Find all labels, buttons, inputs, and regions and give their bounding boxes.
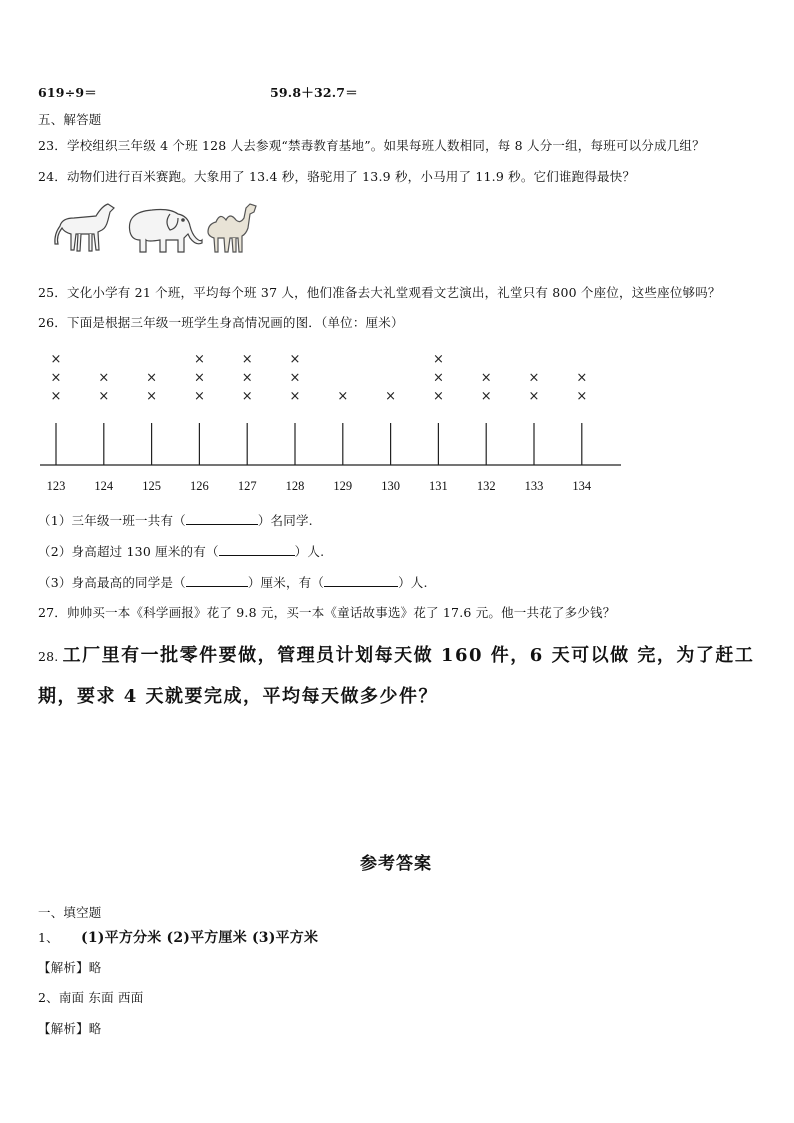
tick-label-125: 125 [142, 479, 161, 493]
tick-label-129: 129 [333, 479, 353, 493]
tick-label-132: 132 [476, 479, 496, 493]
data-mark-133-2: × [528, 370, 540, 386]
plot-marks [51, 352, 588, 404]
data-mark-127-1: × [241, 389, 253, 404]
question-26: 26．下面是根据三年级一班学生身高情况画的图．（单位：厘米） [38, 315, 404, 330]
data-mark-123-3: × [50, 352, 62, 367]
question-27: 27．帅帅买一本《科学画报》花了 9.8 元，买一本《童话故事选》花了 17.6 元。他一共花了多少钱？ [38, 605, 616, 620]
plot-ticks [56, 423, 582, 465]
tick-label-124: 124 [94, 479, 114, 493]
animals-illustration [52, 198, 262, 260]
data-mark-131-1: × [432, 389, 444, 404]
question-24: 24．动物们进行百米赛跑。大象用了 13.4 秒，骆驼用了 13.9 秒，小马用了 11.9 秒。它们谁跑得最快？ [38, 169, 636, 184]
data-mark-123-1: × [50, 389, 62, 404]
section-heading: 五、解答题 [38, 112, 102, 127]
q26-3-post: ）人. [398, 575, 428, 590]
data-mark-128-3: × [289, 352, 301, 367]
data-mark-131-2: × [432, 370, 444, 386]
answer-1-analysis: 【解析】略 [38, 960, 102, 975]
tick-label-123: 123 [46, 479, 66, 493]
plot-labels [47, 479, 592, 493]
question-26-part-3 [38, 573, 428, 591]
tick-label-131: 131 [429, 479, 448, 493]
answer-2: 2、南面 东面 西面 [38, 990, 144, 1005]
data-mark-132-2: × [480, 370, 492, 386]
q26-3-pre: （3）身高最高的同学是（ [38, 575, 186, 590]
answer-2-analysis: 【解析】略 [38, 1021, 102, 1036]
tick-label-130: 130 [381, 479, 400, 493]
camel-icon [208, 204, 256, 252]
data-mark-125-2: × [146, 370, 158, 386]
calc-a: 619÷9＝ [38, 85, 97, 100]
answer-1-number: 1、 [38, 930, 59, 945]
q26-3-mid: ）厘米，有（ [247, 575, 325, 590]
question-25: 25．文化小学有 21 个班，平均每个班 37 人，他们准备去大礼堂观看文艺演出，礼堂只有 800 个座位，这些座位够吗？ [38, 285, 721, 300]
data-mark-129-1: × [337, 389, 349, 404]
question-23: 23．学校组织三年级 4 个班 128 人去参观“禁毒教育基地”。如果每班人数相同，每 8 人分一组，每班可以分成几组？ [38, 138, 705, 153]
data-mark-127-2: × [241, 370, 253, 386]
data-mark-123-2: × [50, 370, 62, 386]
data-mark-125-1: × [146, 389, 158, 404]
answer-1-text: (1)平方分米 (2)平方厘米 (3)平方米 [81, 930, 319, 946]
tick-label-128: 128 [285, 479, 305, 493]
answers-section-heading: 一、填空题 [38, 905, 102, 920]
q26-1-post: ）名同学. [257, 513, 313, 528]
question-28-number: 28. [38, 649, 59, 664]
data-mark-134-1: × [576, 389, 588, 404]
data-mark-126-3: × [193, 352, 205, 367]
height-dot-plot [34, 344, 634, 504]
data-mark-132-1: × [480, 389, 492, 404]
tick-label-134: 134 [572, 479, 592, 493]
tick-label-126: 126 [190, 479, 209, 493]
data-mark-126-1: × [193, 389, 205, 404]
question-28 [38, 641, 754, 667]
question-28-text-a: 工厂里有一批零件要做，管理员计划每天做 160 件，6 天可以做 完，为了赶工 [62, 645, 755, 666]
calc-b: 59.8＋32.7＝ [270, 85, 358, 100]
data-mark-124-1: × [98, 389, 110, 404]
data-mark-126-2: × [193, 370, 205, 386]
answer-blank-2[interactable] [219, 544, 295, 556]
q26-2-post: ）人. [294, 544, 325, 559]
elephant-icon [129, 210, 202, 253]
tick-label-133: 133 [524, 479, 544, 493]
answer-blank-3[interactable] [186, 575, 248, 587]
horse-icon [55, 204, 114, 251]
data-mark-131-3: × [432, 352, 444, 367]
tick-label-127: 127 [237, 479, 257, 493]
answer-1 [38, 927, 318, 947]
data-mark-128-2: × [289, 370, 301, 386]
q26-1-pre: （1）三年级一班一共有（ [38, 513, 186, 528]
q26-2-pre: （2）身高超过 130 厘米的有（ [38, 544, 219, 559]
data-mark-127-3: × [241, 352, 253, 367]
question-26-part-1 [38, 511, 313, 529]
data-mark-130-1: × [385, 389, 397, 404]
question-28-text-b: 期，要求 4 天就要完成，平均每天做多少件？ [38, 686, 439, 707]
question-26-part-2 [38, 542, 324, 560]
answer-blank-1[interactable] [186, 513, 258, 525]
answer-blank-4[interactable] [324, 575, 398, 587]
data-mark-134-2: × [576, 370, 588, 386]
data-mark-124-2: × [98, 370, 110, 386]
data-mark-128-1: × [289, 389, 301, 404]
data-mark-133-1: × [528, 389, 540, 404]
answers-title: 参考答案 [360, 854, 432, 874]
